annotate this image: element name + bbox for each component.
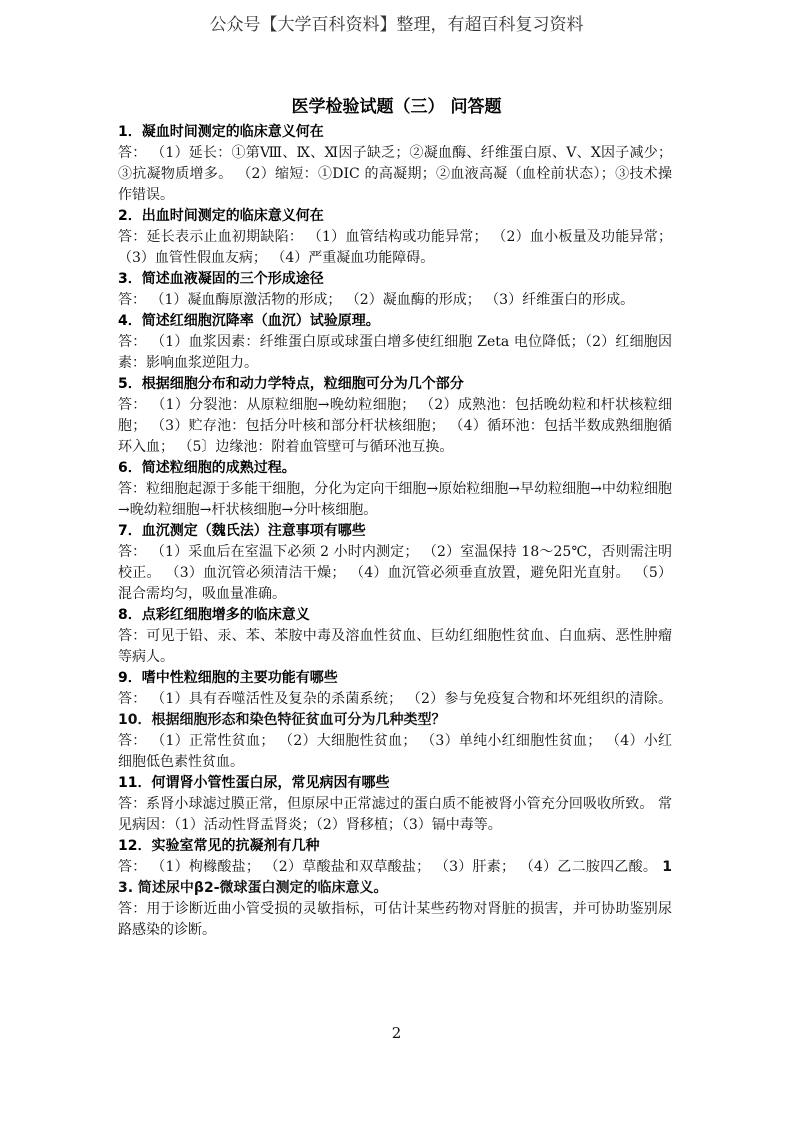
question-11: 11．何谓肾小管性蛋白尿，常见病因有哪些 xyxy=(118,775,390,791)
answer-11: 答：系肾小球滤过膜正常，但原尿中正常滤过的蛋白质不能被肾小管充分回吸收所致。 常见病因：（1）活动性肾盂肾炎；（2）肾移植；（3）镉中毒等。 xyxy=(118,796,672,833)
answer-9-text: 答： （1）具有吞噬活性及复杂的杀菌系统； （2）参与免疫复合物和坏死组织的清除。 xyxy=(118,691,672,707)
page-header: 公众号【大学百科资料】整理，有超百科复习资料 xyxy=(209,15,584,35)
answer-9 xyxy=(118,689,672,731)
question-10: 10．根据细胞形态和染色特征贫血可分为几种类型？ xyxy=(118,712,446,728)
question-1: 1．凝血时间测定的临床意义何在 xyxy=(118,124,324,140)
question-4: 4．简述红细胞沉降率（血沉）试验原理。 xyxy=(118,313,380,329)
question-3: 3．简述血液凝固的三个形成途径 xyxy=(118,271,324,287)
page-number: 2 xyxy=(391,1024,402,1042)
answer-12 xyxy=(118,857,672,899)
question-6: 6．简述粒细胞的成熟过程。 xyxy=(118,460,296,476)
question-8: 8．点彩红细胞增多的临床意义 xyxy=(118,607,310,623)
answer-12-text: 答： （1）枸橼酸盐； （2）草酸盐和双草酸盐； （3）肝素； （4）乙二胺四乙酸。 xyxy=(118,859,658,875)
question-12: 12．实验室常见的抗凝剂有几种 xyxy=(118,838,320,854)
answer-7: 答： （1）采血后在室温下必须 2 小时内测定； （2）室温保持 18～25℃，否则需注明校正。 （3）血沉管必须清洁干燥； （4）血沉管必须垂直放置，避免阳光直射。 （5）混合需均匀，吸血量准确。 xyxy=(118,544,672,602)
question-2: 2．出血时间测定的临床意义何在 xyxy=(118,208,324,224)
answer-2: 答：延长表示止血初期缺陷： （1）血管结构或功能异常； （2）血小板量及功能异常； （3）血管性假血友病； （4）严重凝血功能障碍。 xyxy=(118,229,672,266)
question-9: 9．嗜中性粒细胞的主要功能有哪些 xyxy=(118,670,338,686)
answer-10: 答： （1）正常性贫血； （2）大细胞性贫血； （3）单纯小红细胞性贫血； （4）小红细胞低色素性贫血。 xyxy=(118,733,672,770)
answer-1: 答： （1）延长：①第Ⅷ、Ⅸ、Ⅺ因子缺乏；②凝血酶、纤维蛋白原、Ⅴ、Ⅹ因子减少； ③抗凝物质增多。 （2）缩短：①DIC 的高凝期；②血液高凝（血栓前状态）；③技术操作错误。 xyxy=(118,145,672,203)
qa-content xyxy=(118,122,672,941)
answer-3: 答： （1）凝血酶原激活物的形成； （2）凝血酶的形成； （3）纤维蛋白的形成。 xyxy=(118,292,635,308)
answer-4: 答： （1）血浆因素：纤维蛋白原或球蛋白增多使红细胞 Zeta 电位降低；（2）红细胞因素：影响血浆逆阻力。 xyxy=(118,334,672,371)
answer-13: 答：用于诊断近曲小管受损的灵敏指标，可估计某些药物对肾脏的损害，并可协助鉴别尿路感染的诊断。 xyxy=(118,901,672,938)
answer-6: 答：粒细胞起源于多能干细胞，分化为定向干细胞→原始粒细胞→早幼粒细胞→中幼粒细胞→晚幼粒细胞→杆状核细胞→分叶核细胞。 xyxy=(118,481,672,518)
answer-5: 答： （1）分裂池：从原粒细胞→晚幼粒细胞； （2）成熟池：包括晚幼粒和杆状核粒细胞； （3）贮存池：包括分叶核和部分杆状核细胞； （4）循环池：包括半数成熟细胞循环入血； （5〕边缘池：附着血管壁可与循环池互换。 xyxy=(118,397,672,455)
answer-8: 答：可见于铅、汞、苯、苯胺中毒及溶血性贫血、巨幼红细胞性贫血、白血病、恶性肿瘤等病人。 xyxy=(118,628,672,665)
question-5: 5．根据细胞分布和动力学特点，粒细胞可分为几个部分 xyxy=(118,376,464,392)
question-7: 7．血沉测定（魏氏法）注意事项有哪些 xyxy=(118,523,366,539)
question-13: 13. 简述尿中β2-微球蛋白测定的临床意义。 xyxy=(118,859,672,896)
document-title: 医学检验试题（三） 问答题 xyxy=(291,97,502,117)
